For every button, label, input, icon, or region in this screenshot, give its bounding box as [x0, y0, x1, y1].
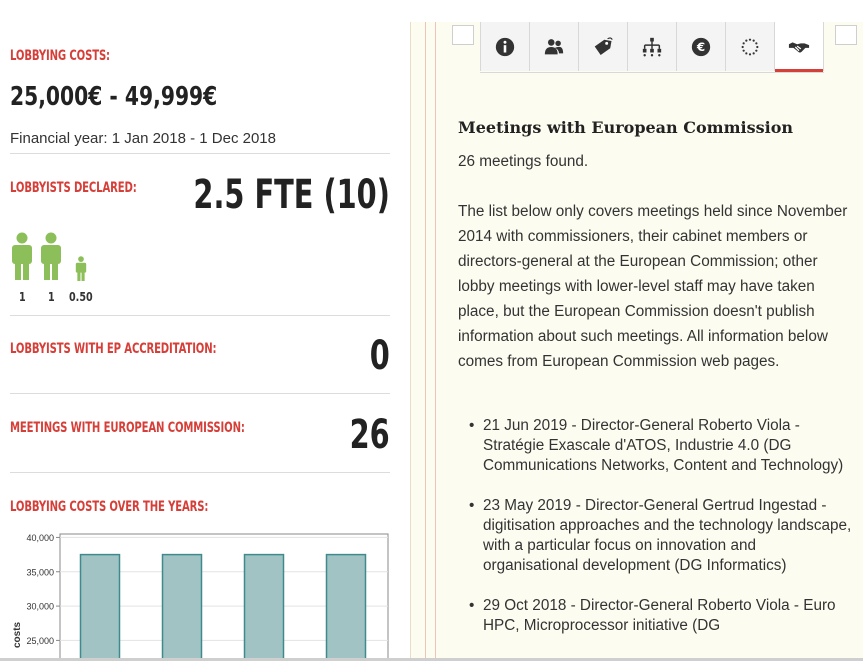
person-icon — [40, 232, 62, 282]
org-chart-icon — [641, 36, 663, 58]
chart-bar — [245, 555, 284, 661]
chart-bar — [327, 555, 366, 661]
costs-over-years-label: LOBBYING COSTS OVER THE YEARS: — [10, 499, 209, 515]
meetings-title: Meetings with European Commission — [458, 118, 793, 137]
tab-meetings[interactable] — [774, 22, 824, 71]
person-count: 0.50 — [69, 290, 93, 304]
divider — [10, 393, 390, 394]
details-panel — [410, 22, 863, 661]
costs-chart-svg — [10, 528, 395, 661]
chart-bar — [81, 555, 120, 661]
tab-finance[interactable] — [676, 22, 725, 71]
summary-panel — [0, 0, 400, 661]
tab-tags[interactable] — [578, 22, 627, 71]
margin-line — [425, 22, 426, 661]
half-person-icon — [75, 256, 87, 282]
y-tick-label: 30,000 — [26, 601, 54, 612]
tab-bar — [480, 22, 824, 73]
meetings-list — [469, 416, 854, 656]
chart-bar — [163, 555, 202, 661]
y-axis-label: costs — [12, 621, 23, 648]
lobbyists-declared-label: LOBBYISTS DECLARED: — [10, 180, 137, 196]
list-item: • 23 May 2019 - Director-General Gertrud Ingestad - digitisation approaches and the technology landscape, with a particular focus on innovation and organisational development (DG Informatics) — [469, 496, 854, 576]
margin-line — [435, 22, 436, 661]
lobbyists-declared-value: 2.5 FTE (10) — [193, 172, 390, 218]
person-count: 1 — [48, 290, 55, 304]
tab-info[interactable] — [480, 22, 529, 71]
financial-year: Financial year: 1 Jan 2018 - 1 Dec 2018 — [10, 130, 276, 147]
euro-icon — [690, 36, 712, 58]
lobbying-costs-label: LOBBYING COSTS: — [10, 48, 110, 64]
lobbying-costs-value: 25,000€ - 49,999€ — [10, 82, 218, 112]
meetings-value: 26 — [349, 412, 390, 458]
tab-organisation[interactable] — [627, 22, 676, 71]
meetings-found: 26 meetings found. — [458, 153, 589, 170]
ep-accreditation-value: 0 — [369, 333, 390, 379]
person-icon — [11, 232, 33, 282]
corner-decoration — [835, 25, 857, 45]
divider — [10, 315, 390, 316]
meetings-label: MEETINGS WITH EUROPEAN COMMISSION: — [10, 420, 245, 436]
meetings-intro: The list below only covers meetings held since November 2014 with commissioners, their cabinet members or directors-general at the European Commission; other lobby meetings with lower-level staff may have taken place, but the European Commission doesn't publish information about such meetings. All information below comes from European Commission web pages. — [458, 203, 848, 370]
divider — [10, 472, 390, 473]
tab-people[interactable] — [529, 22, 578, 71]
tag-icon — [592, 36, 614, 58]
handshake-icon — [788, 36, 810, 58]
corner-decoration — [452, 25, 474, 45]
ep-accreditation-label: LOBBYISTS WITH EP ACCREDITATION: — [10, 341, 217, 357]
svg-text:€: € — [696, 39, 706, 54]
divider — [10, 153, 390, 154]
y-tick-label: 40,000 — [26, 532, 54, 543]
costs-chart — [10, 528, 395, 661]
info-icon — [494, 36, 516, 58]
list-item: • 21 Jun 2019 - Director-General Roberto Viola - Stratégie Exascale d'ATOS, Industrie 4.0 (DG Communications Networks, Content and Technology) — [469, 416, 854, 476]
list-item: • 29 Oct 2018 - Director-General Roberto Viola - Euro HPC, Microprocessor initiative (DG — [469, 596, 854, 636]
eu-stars-icon — [739, 36, 761, 58]
people-icon — [543, 36, 565, 58]
person-count: 1 — [19, 290, 26, 304]
tab-eu[interactable] — [725, 22, 774, 71]
y-tick-label: 25,000 — [26, 635, 54, 646]
y-tick-label: 35,000 — [26, 567, 54, 578]
